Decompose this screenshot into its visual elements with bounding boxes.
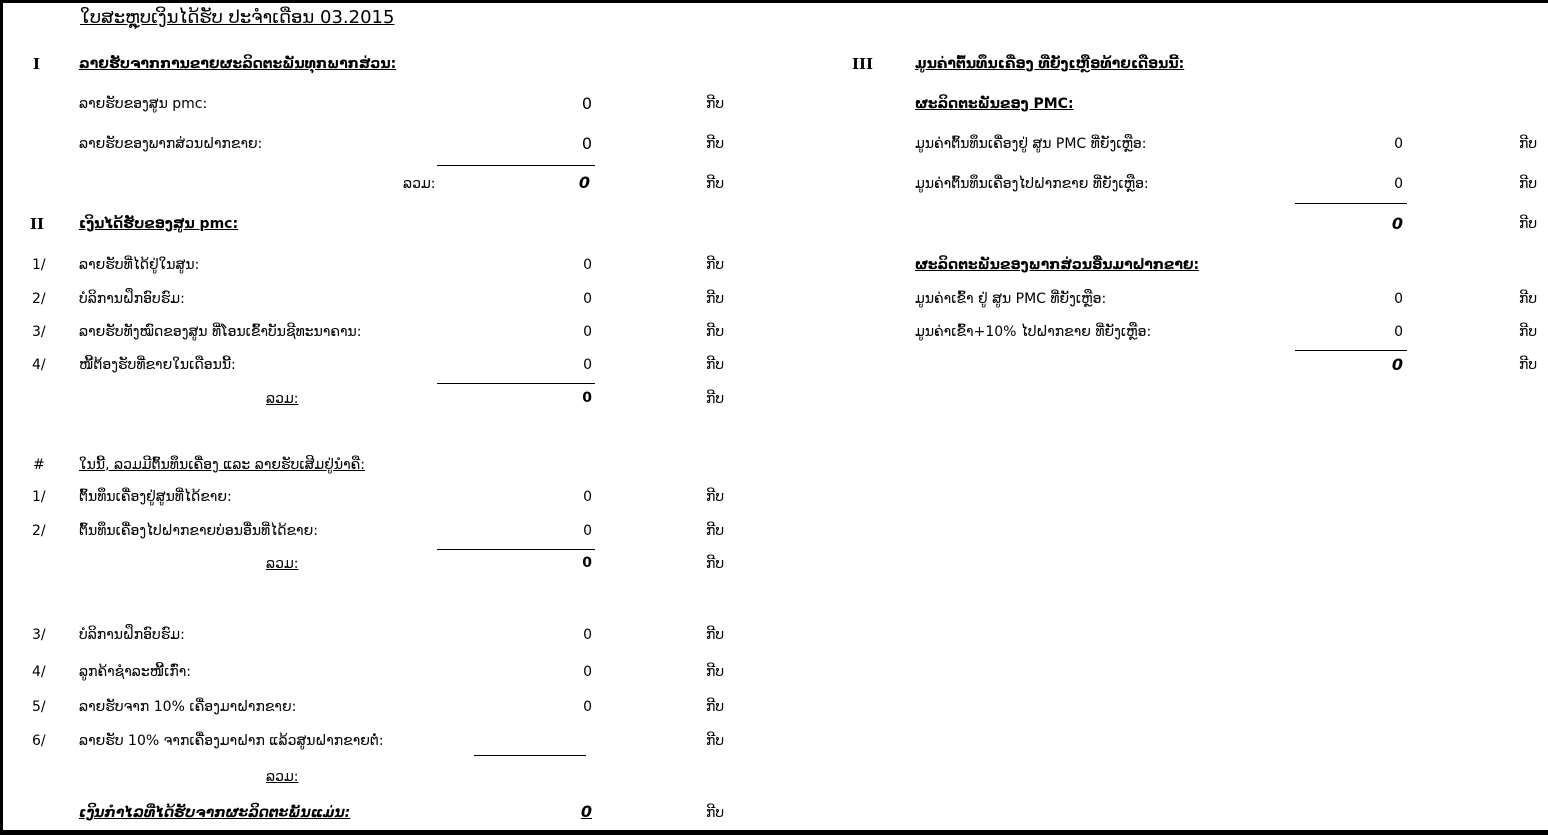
currency-label: ກີບ <box>706 627 725 643</box>
row-number: 4/ <box>32 357 46 373</box>
row-label: ລາຍຮັບຈາກ 10% ເຄື່ອງມາຝາກຂາຍ: <box>79 699 297 715</box>
row-number: 2/ <box>32 523 46 539</box>
currency-label: ກີບ <box>706 523 725 539</box>
currency-label: ກີບ <box>706 324 725 340</box>
currency-label: ກີບ <box>706 136 725 152</box>
row-number: 3/ <box>32 627 46 643</box>
total-value: 0 <box>1391 214 1403 233</box>
row-value: 0 <box>583 357 592 373</box>
currency-label: ກີບ <box>1519 136 1538 152</box>
currency-label: ກີບ <box>1519 357 1538 373</box>
section-hash-mark: # <box>33 457 45 473</box>
currency-label: ກີບ <box>706 664 725 680</box>
row-label: ລາຍຮັບຂອງສູນ pmc: <box>79 96 208 112</box>
row-label: ມູນຄ່າຕົ້ນທຶນເຄື່ອງຢູ່ ສູນ PMC ທີ່ຍັງເຫຼືອ: <box>915 136 1147 152</box>
total-value: 0 <box>1391 355 1403 374</box>
row-value: 0 <box>583 523 592 539</box>
row-number: 4/ <box>32 664 46 680</box>
page-title: ໃບສະຫຼຸບເງິນໄດ້ຮັບ ປະຈໍາເດືອນ 03.2015 <box>80 7 395 28</box>
row-value: 0 <box>583 324 592 340</box>
row-label: ມູນຄ່າເຂົ້າ+10% ໄປຝາກຂາຍ ທີ່ຍັງເຫຼືອ: <box>915 324 1152 340</box>
row-value: 0 <box>583 489 592 505</box>
currency-label: ກີບ <box>1519 291 1538 307</box>
total-value: 0 <box>582 555 592 571</box>
row-label: ບໍລິການຝຶກອົບຮົມ: <box>79 291 185 307</box>
row-label: ບໍລິການຝຶກອົບຮົມ: <box>79 627 185 643</box>
row-value: 0 <box>1394 291 1403 307</box>
sum-line <box>1295 203 1407 204</box>
sum-line <box>474 755 586 756</box>
currency-label: ກີບ <box>1519 216 1538 232</box>
row-number: 5/ <box>32 699 46 715</box>
sum-line <box>437 549 595 550</box>
row-value: 0 <box>581 94 592 113</box>
currency-label: ກີບ <box>706 357 725 373</box>
sub-2-heading: ຜະລິດຕະພັນຂອງພາກສ່ວນອື່ນມາຝາກຂາຍ: <box>915 257 1200 273</box>
sub-1-heading: ຜະລິດຕະພັນຂອງ PMC: <box>915 96 1074 112</box>
currency-label: ກີບ <box>1519 324 1538 340</box>
total-label: ລວມ: <box>266 391 299 407</box>
row-label: ລາຍຮັບ 10% ຈາກເຄື່ອງມາຝາກ ແລ້ວສູນຝາກຂາຍຕໍ່: <box>79 733 384 749</box>
total-value: 0 <box>582 390 592 406</box>
currency-label: ກີບ <box>706 96 725 112</box>
currency-label: ກີບ <box>706 733 725 749</box>
currency-label: ກີບ <box>706 391 725 407</box>
sum-line <box>437 383 595 384</box>
section-1-roman: I <box>33 55 41 73</box>
row-value: 0 <box>583 257 592 273</box>
row-label: ມູນຄ່າຕົ້ນທຶນເຄື່ອງໄປຝາກຂາຍ ທີ່ຍັງເຫຼືອ: <box>915 176 1149 192</box>
total-label: ລວມ: <box>403 176 436 192</box>
row-label: ມູນຄ່າເຂົ້າ ຢູ່ ສູນ PMC ທີ່ຍັງເຫຼືອ: <box>915 291 1107 307</box>
total-label: ລວມ: <box>266 556 299 572</box>
sum-line <box>1295 350 1407 351</box>
currency-label: ກີບ <box>706 257 725 273</box>
row-value: 0 <box>1394 324 1403 340</box>
row-value: 0 <box>583 291 592 307</box>
total-label: ລວມ: <box>266 769 299 785</box>
net-profit-label: ເງິນກຳໄລທີ່ໄດ້ຮັບຈາກຜະລິດຕະພັນແມ່ນ: <box>79 805 351 821</box>
sum-line <box>437 165 595 166</box>
currency-label: ກີບ <box>706 176 725 192</box>
row-number: 1/ <box>32 257 46 273</box>
row-label: ລາຍຮັບທັງໝົດຂອງສູນ ທີ່ໂອນເຂົ້າບັນຊີທະນາຄານ: <box>79 324 362 340</box>
currency-label: ກີບ <box>706 291 725 307</box>
row-value: 0 <box>1394 136 1403 152</box>
row-number: 3/ <box>32 324 46 340</box>
currency-label: ກີບ <box>706 805 725 821</box>
row-value: 0 <box>1394 176 1403 192</box>
section-2-heading: ເງິນໄດ້ຮັບຂອງສູນ pmc: <box>79 216 239 232</box>
currency-label: ກີບ <box>706 489 725 505</box>
row-number: 6/ <box>32 733 46 749</box>
section-3-heading: ມູນຄ່າຕົ້ນທຶນເຄື່ອງ ທີ່ຍັງເຫຼືອທ້າຍເດືອນນີ້: <box>915 56 1185 72</box>
net-profit-value: 0 <box>580 802 592 821</box>
row-label: ລາຍຮັບທີ່ໄດ້ຢູ່ໃນສູນ: <box>79 257 200 273</box>
row-label: ຕົ້ນທຶນເຄື່ອງໄປຝາກຂາຍບ່ອນອື່ນທີ່ໄດ້ຂາຍ: <box>79 523 318 539</box>
row-value: 0 <box>583 664 592 680</box>
row-number: 1/ <box>32 489 46 505</box>
section-1-heading: ລາຍຮັບຈາກການຂາຍຜະລິດຕະພັນທຸກພາກສ່ວນ: <box>79 56 397 72</box>
currency-label: ກີບ <box>706 556 725 572</box>
row-label: ລູກຄ້າຊຳລະໜີ້ເກົ່າ: <box>79 664 192 680</box>
row-value: 0 <box>583 627 592 643</box>
section-hash-heading: ໃນນີ້, ລວມມີຕົ້ນທຶນເຄື່ອງ ແລະ ລາຍຮັບເສີມຢູ່ນຳຄື: <box>79 457 365 473</box>
row-value: 0 <box>581 134 592 153</box>
row-label: ຕົ້ນທຶນເຄື່ອງຢູ່ສູນທີ່ໄດ້ຂາຍ: <box>79 489 232 505</box>
row-label: ລາຍຮັບຂອງພາກສ່ວນຝາກຂາຍ: <box>79 136 263 152</box>
currency-label: ກີບ <box>1519 176 1538 192</box>
total-value: 0 <box>578 173 590 192</box>
currency-label: ກີບ <box>706 699 725 715</box>
row-number: 2/ <box>32 291 46 307</box>
row-label: ໜີ້ຕ້ອງຮັບທີ່ຂາຍໃນເດືອນນີ້: <box>79 357 236 373</box>
section-2-roman: II <box>30 215 45 233</box>
row-value: 0 <box>583 699 592 715</box>
section-3-roman: III <box>852 55 874 73</box>
